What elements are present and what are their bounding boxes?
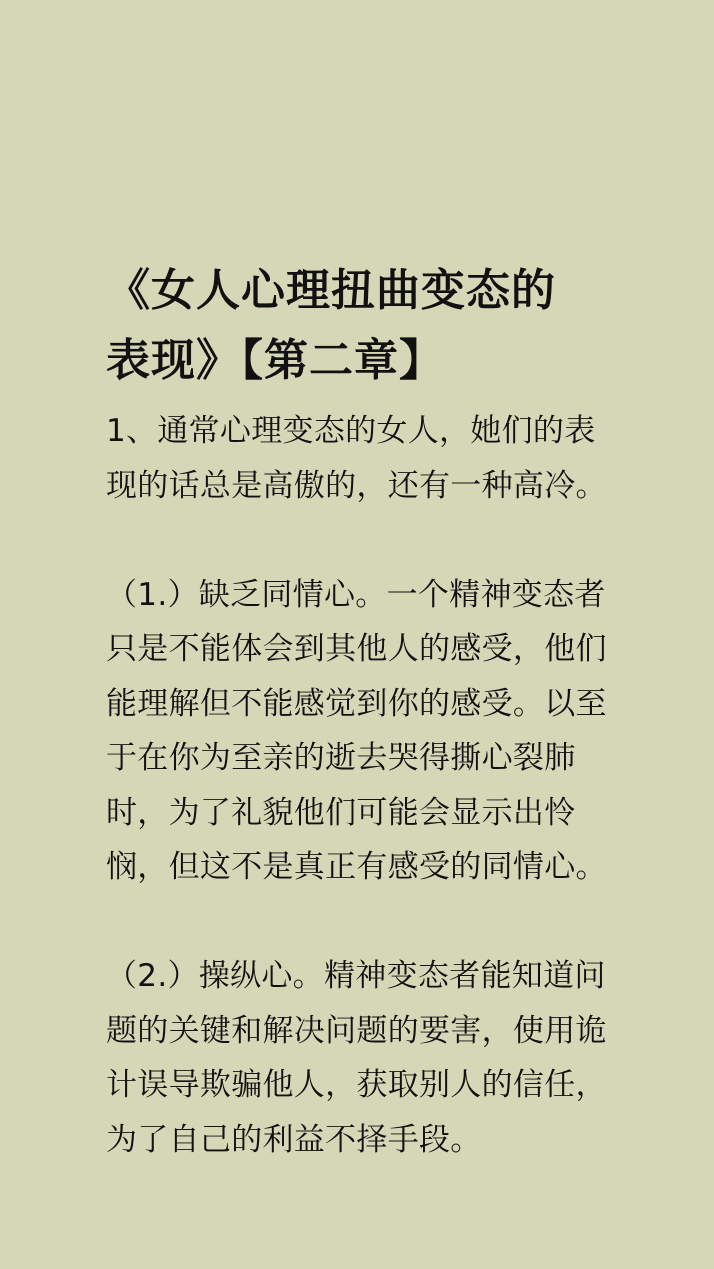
paragraph-line: 时，为了礼貌他们可能会显示出怜: [106, 794, 576, 831]
paragraph-line: （2.）操纵心。精神变态者能知道问: [106, 958, 606, 994]
paragraph-line: 现的话总是高傲的，还有一种高冷。: [106, 467, 607, 504]
article-title: [106, 256, 606, 396]
paragraph-intro: [106, 404, 606, 513]
title-line: 《女人心理扭曲变态的: [106, 265, 556, 316]
paragraph-manipulation: [106, 949, 606, 1167]
paragraph-spacer: [106, 513, 606, 568]
paragraph-line: 为了自己的利益不择手段。: [106, 1121, 482, 1158]
paragraph-line: 悯，但这不是真正有感受的同情心。: [106, 849, 607, 885]
paragraph-lack-of-empathy: [106, 568, 606, 895]
paragraph-line: 计误导欺骗他人，获取别人的信任，: [106, 1067, 607, 1103]
paragraph-line: 于在你为至亲的逝去哭得撕心裂肺: [106, 740, 576, 776]
paragraph-line: 1、通常心理变态的女人，她们的表: [106, 413, 596, 449]
paragraph-line: 题的关键和解决问题的要害，使用诡: [106, 1012, 607, 1049]
title-line: 表现》【第二章】: [106, 335, 444, 386]
paragraph-spacer: [106, 895, 606, 950]
paragraph-line: （1.）缺乏同情心。一个精神变态者: [106, 576, 606, 613]
paragraph-line: 只是不能体会到其他人的感受，他们: [106, 631, 607, 667]
paragraph-line: 能理解但不能感觉到你的感受。以至: [106, 685, 607, 722]
article-body: [106, 404, 606, 1167]
